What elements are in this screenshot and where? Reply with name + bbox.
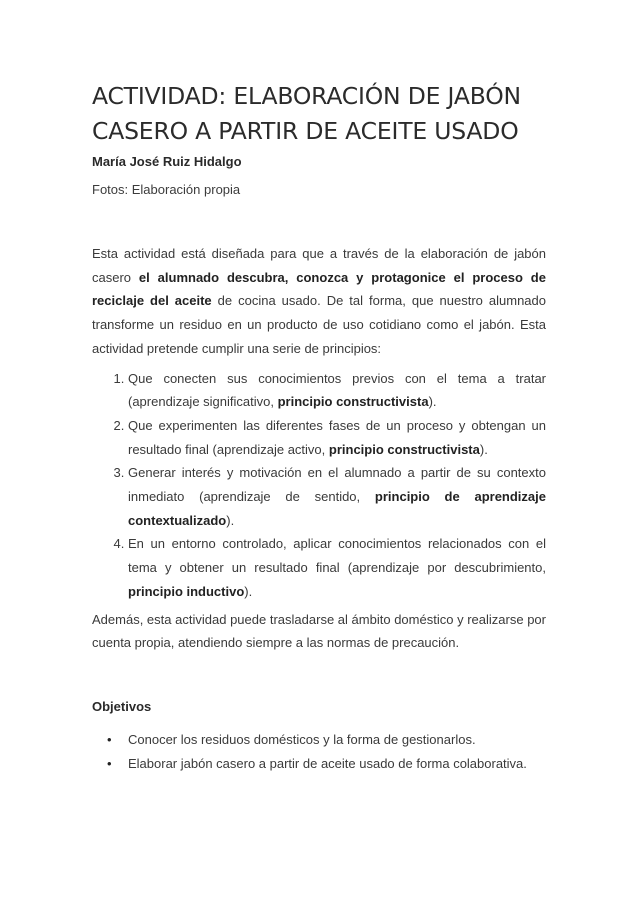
objective-text: Elaborar jabón casero a partir de aceite usado de forma colaborativa. bbox=[128, 755, 527, 771]
principle-text: Generar interés y motivación en el alumnado a partir de su contexto inmediato (aprendizaje de sentido, bbox=[128, 465, 546, 505]
principle-item bbox=[128, 414, 546, 461]
intro-text-2: de cocina usado. De tal forma, que nuestro alumnado transforme un residuo en un producto de uso cotidiano como el jabón. Esta actividad pretende cumplir una serie de principios: bbox=[92, 293, 546, 356]
bullet-icon: • bbox=[107, 755, 112, 771]
principle-end: ). bbox=[226, 512, 235, 528]
bullet-icon: • bbox=[107, 731, 112, 747]
extra-paragraph: Además, esta actividad puede trasladarse al ámbito doméstico y realizarse por cuenta propia, atendiendo siempre a las normas de precaución. bbox=[92, 611, 546, 651]
principle-text: En un entorno controlado, aplicar conocimientos relacionados con el tema y obtener un resultado final (aprendizaje por descubrimiento, bbox=[128, 536, 546, 576]
intro-text-1: Esta actividad está diseñada para que a través de la elaboración de jabón casero bbox=[92, 246, 546, 285]
principle-end: ). bbox=[428, 394, 437, 410]
intro-bold-text: el alumnado descubra, conozca y protagonice el proceso de reciclaje del aceite bbox=[92, 269, 546, 309]
principle-bold: principio constructivista bbox=[328, 441, 480, 457]
objective-item bbox=[107, 752, 546, 776]
principle-end: ). bbox=[479, 441, 488, 457]
principles-list bbox=[92, 367, 546, 604]
principle-item bbox=[128, 367, 546, 414]
principle-item bbox=[128, 532, 546, 603]
document-title bbox=[92, 0, 546, 149]
objectives-heading: Objetivos bbox=[92, 698, 152, 714]
intro-paragraph bbox=[92, 242, 546, 361]
photo-credit: Fotos: Elaboración propia bbox=[92, 182, 241, 197]
author-name: María José Ruiz Hidalgo bbox=[92, 154, 242, 169]
title-line-1: ACTIVIDAD: ELABORACIÓN DE JABÓN bbox=[92, 82, 521, 110]
principle-end: ). bbox=[244, 583, 253, 599]
objectives-list bbox=[92, 728, 546, 776]
principle-bold: principio de aprendizaje contextualizado bbox=[128, 489, 546, 528]
principle-bold: principio inductivo bbox=[128, 583, 245, 599]
principle-item bbox=[128, 461, 546, 532]
principle-text: Que experimenten las diferentes fases de un proceso y obtengan un resultado final (aprendizaje activo, bbox=[128, 417, 546, 457]
title-line-2: CASERO A PARTIR DE ACEITE USADO bbox=[92, 117, 519, 145]
objective-item bbox=[107, 728, 546, 752]
objective-text: Conocer los residuos domésticos y la forma de gestionarlos. bbox=[128, 731, 476, 747]
principle-text: Que conecten sus conocimientos previos con el tema a tratar (aprendizaje significativo, bbox=[128, 370, 546, 410]
principle-bold: principio constructivista bbox=[277, 394, 429, 410]
